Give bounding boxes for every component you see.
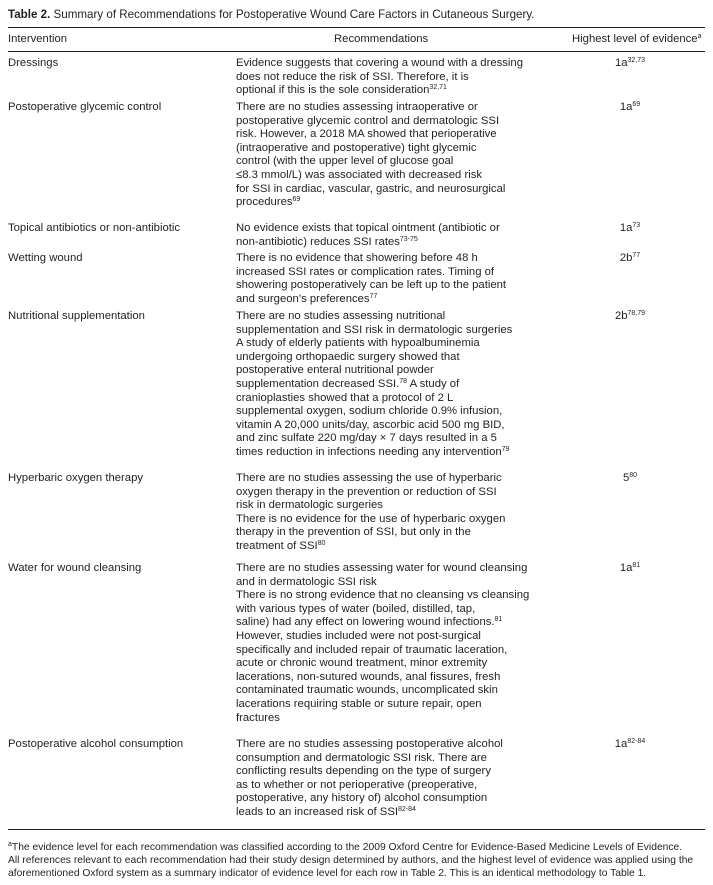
recommendation-text: There is no strong evidence that no cleansing vs cleansing [236, 589, 530, 602]
recommendation-line [236, 540, 541, 554]
recommendation-line [236, 486, 541, 500]
table-title: Summary of Recommendations for Postoperative Wound Care Factors in Cutaneous Surgery. [53, 8, 535, 21]
reference-superscript: 32,71 [429, 84, 447, 92]
recommendation-line [236, 432, 541, 446]
recommendation-cell [236, 101, 541, 210]
recommendation-text: fractures [236, 711, 280, 724]
recommendation-text: for SSI in cardiac, vascular, gastric, and neurosurgical [236, 182, 506, 195]
recommendation-text: risk in dermatologic surgeries [236, 499, 383, 512]
recommendation-cell [236, 562, 541, 725]
recommendation-line [236, 698, 541, 712]
footnote-text: All references relevant to each recommendation had their study design determined by authors, and the highest level of evidence was applied using the [8, 855, 694, 866]
recommendation-text: undergoing orthopaedic surgery showed that [236, 350, 460, 363]
footnote-line [8, 855, 693, 867]
recommendation-text: conflicting results depending on the type of surgery [236, 765, 491, 778]
evidence-level: 5 [622, 472, 630, 484]
recommendation-line [236, 671, 541, 685]
recommendation-line [236, 684, 541, 698]
recommendation-text: Evidence suggests that covering a wound with a dressing [236, 57, 523, 69]
recommendation-line [236, 472, 541, 486]
recommendation-line [236, 57, 541, 71]
recommendation-line [236, 115, 541, 129]
recommendation-text: leads to an increased risk of SSI [236, 805, 399, 818]
recommendation-line [236, 378, 541, 392]
table-label: Table 2. [8, 8, 51, 21]
evidence-level: 1a [614, 57, 628, 69]
evidence-level-cell [560, 738, 700, 752]
recommendation-text: treatment of SSI [236, 539, 318, 552]
recommendation-text: increased SSI rates or complication rates. Timing of [236, 265, 495, 278]
recommendation-text: specifically and included repair of traumatic laceration, [236, 643, 508, 656]
reference-superscript: 77 [632, 252, 641, 259]
recommendation-line [236, 576, 541, 590]
reference-superscript: 79 [501, 445, 510, 453]
recommendation-line [236, 405, 541, 419]
recommendation-text: supplementation decreased SSI. [236, 377, 400, 390]
recommendation-text: and surgeon’s preferences [236, 292, 370, 305]
reference-superscript: 80 [629, 472, 638, 479]
recommendation-text: There are no studies assessing postoperative alcohol [236, 738, 503, 750]
recommendation-text: and in dermatologic SSI risk [236, 575, 377, 588]
evidence-level-cell [560, 222, 700, 236]
recommendation-line [236, 392, 541, 406]
recommendation-cell [236, 310, 541, 460]
recommendation-text: There is no evidence for the use of hyperbaric oxygen [236, 512, 506, 525]
recommendation-line [236, 337, 541, 351]
recommendation-text: saline) had any effect on lowering wound infections. [236, 616, 495, 629]
recommendation-text: lacerations requiring stable or suture repair, open [236, 697, 482, 710]
intervention-cell: Postoperative alcohol consumption [8, 738, 184, 750]
recommendation-line [236, 252, 541, 266]
intervention-cell: Nutritional supplementation [8, 310, 145, 322]
recommendation-line [236, 752, 541, 766]
footnote-marker: a [8, 841, 12, 848]
recommendation-line [236, 513, 541, 527]
recommendation-line [236, 310, 541, 324]
recommendation-line [236, 101, 541, 115]
recommendation-text: procedures [236, 196, 293, 209]
reference-superscript: 73 [632, 222, 641, 229]
evidence-level: 2b [619, 252, 633, 264]
recommendation-line [236, 183, 541, 197]
recommendation-cell [236, 252, 541, 306]
recommendation-text: There is no evidence that showering before 48 h [236, 252, 478, 264]
reference-superscript: 78 [399, 377, 408, 385]
header-recommendations: Recommendations [334, 33, 429, 45]
reference-superscript: 81 [632, 562, 641, 569]
recommendation-text: postoperative glycemic control and dermatologic SSI [236, 114, 500, 127]
recommendation-text: risk. However, a 2018 MA showed that perioperative [236, 128, 497, 141]
intervention-cell: Wetting wound [8, 252, 83, 264]
evidence-level: 1a [614, 738, 628, 750]
evidence-level-cell [560, 252, 700, 266]
recommendation-line [236, 765, 541, 779]
recommendation-line [236, 657, 541, 671]
recommendation-line [236, 84, 541, 98]
recommendation-text: showering postoperatively can be left up to the patient [236, 279, 507, 292]
recommendation-text: non-antibiotic) reduces SSI rates [236, 235, 400, 248]
recommendation-line [236, 71, 541, 85]
recommendation-line [236, 222, 541, 236]
recommendation-line [236, 644, 541, 658]
reference-superscript: 82-84 [398, 805, 416, 813]
intervention-cell: Water for wound cleansing [8, 562, 142, 574]
recommendation-text: ≤8.3 mmol/L) was associated with decreased risk [236, 168, 483, 181]
recommendation-line [236, 236, 541, 250]
reference-superscript: 73-75 [399, 235, 418, 243]
recommendation-line [236, 142, 541, 156]
recommendation-line [236, 499, 541, 513]
recommendation-line [236, 616, 541, 630]
intervention-cell: Postoperative glycemic control [8, 101, 162, 113]
recommendation-line [236, 169, 541, 183]
recommendation-line [236, 603, 541, 617]
footnote-text: The evidence level for each recommendation was classified according to the 2009 Oxford Centre for Evidence-Based Medicine Levels of Evidence. [11, 842, 683, 853]
recommendation-line [236, 324, 541, 338]
recommendation-line [236, 351, 541, 365]
recommendation-text: A study of elderly patients with hypoalbuminemia [236, 337, 480, 350]
evidence-level: 1a [619, 222, 633, 234]
header-level-footnote-marker: a [697, 33, 702, 40]
evidence-level-cell [560, 472, 700, 486]
recommendation-text: does not reduce the risk of SSI. Therefore, it is [236, 70, 469, 83]
recommendation-text: No evidence exists that topical ointment (antibiotic or [236, 222, 500, 234]
recommendation-text: A study of [407, 377, 460, 390]
recommendation-text: control (with the upper level of glucose goal [236, 155, 454, 168]
evidence-level-cell [560, 310, 700, 324]
recommendation-line [236, 279, 541, 293]
header-intervention: Intervention [8, 33, 68, 45]
evidence-level: 1a [619, 562, 633, 574]
reference-superscript: 69 [632, 101, 641, 108]
recommendation-line [236, 562, 541, 576]
recommendation-text: therapy in the prevention of SSI, but only in the [236, 526, 471, 539]
intervention-cell: Hyperbaric oxygen therapy [8, 472, 144, 484]
recommendation-text: There are no studies assessing intraoperative or [236, 101, 478, 113]
reference-superscript: 69 [292, 196, 301, 204]
recommendation-text: (intraoperative and postoperative) tight glycemic [236, 141, 477, 154]
evidence-level-cell [560, 101, 700, 115]
recommendation-text: postoperative enteral nutritional powder [236, 364, 434, 377]
reference-superscript: 82-84 [627, 738, 646, 745]
recommendation-text: and zinc sulfate 220 mg/day × 7 days resulted in a 5 [236, 432, 497, 445]
recommendation-text: There are no studies assessing nutritional [236, 310, 446, 322]
recommendation-line [236, 196, 541, 210]
recommendation-text: optional if this is the sole consideration [236, 84, 430, 97]
evidence-level: 2b [614, 310, 628, 322]
footnote-line [8, 868, 646, 880]
recommendation-text: with various types of water (boiled, distilled, tap, [236, 602, 476, 615]
recommendation-text: However, studies included were not post-surgical [236, 629, 481, 642]
recommendation-text: consumption and dermatologic SSI risk. There are [236, 751, 487, 764]
footnote-line [8, 842, 682, 854]
recommendation-cell [236, 222, 541, 249]
recommendation-line [236, 266, 541, 280]
intervention-cell: Topical antibiotics or non-antibiotic [8, 222, 181, 234]
recommendation-line [236, 589, 541, 603]
evidence-level: 1a [619, 101, 633, 113]
bottom-rule [8, 829, 705, 830]
recommendation-text: There are no studies assessing water for wound cleansing [236, 562, 528, 574]
recommendation-text: acute or chronic wound treatment, minor extremity [236, 657, 488, 670]
recommendation-line [236, 128, 541, 142]
reference-superscript: 81 [494, 616, 503, 624]
recommendation-line [236, 526, 541, 540]
table-caption [8, 8, 534, 22]
recommendation-text: postoperative, any history of) alcohol consumption [236, 792, 488, 805]
reference-superscript: 80 [317, 539, 326, 547]
recommendation-line [236, 779, 541, 793]
recommendation-line [236, 806, 541, 820]
evidence-level-cell [560, 57, 700, 71]
recommendation-text: There are no studies assessing the use of hyperbaric [236, 472, 502, 484]
recommendation-cell [236, 738, 541, 820]
recommendation-line [236, 792, 541, 806]
reference-superscript: 78,79 [627, 310, 646, 317]
intervention-cell: Dressings [8, 57, 59, 69]
recommendation-text: oxygen therapy in the prevention or reduction of SSI [236, 485, 497, 498]
recommendation-text: vitamin A 20,000 units/day, ascorbic acid 500 mg BID, [236, 418, 505, 431]
recommendation-text: cranioplasties showed that a protocol of 2 L [236, 391, 454, 404]
recommendation-cell [236, 472, 541, 554]
reference-superscript: 77 [369, 292, 378, 300]
header-level [572, 32, 702, 46]
recommendation-text: as to whether or not perioperative (preoperative, [236, 778, 478, 791]
recommendation-line [236, 155, 541, 169]
recommendation-cell [236, 57, 541, 98]
evidence-level-cell [560, 562, 700, 576]
recommendation-text: supplemental oxygen, sodium chloride 0.9% infusion, [236, 405, 503, 418]
recommendation-text: lacerations, non-sutured wounds, anal fissures, fresh [236, 670, 501, 683]
recommendation-line [236, 712, 541, 726]
recommendation-line [236, 419, 541, 433]
header-level-text: Highest level of evidence [572, 33, 698, 45]
recommendation-text: supplementation and SSI risk in dermatologic surgeries [236, 323, 513, 336]
recommendation-line [236, 293, 541, 307]
footnote-text: aforementioned Oxford system as a summary indicator of evidence level for each row in Table 2. This is an identical methodology to Table 1. [8, 868, 647, 879]
reference-superscript: 32,73 [627, 57, 646, 64]
recommendation-line [236, 364, 541, 378]
recommendation-text: times reduction in infections needing any intervention [236, 445, 502, 458]
header-rule [8, 51, 705, 52]
top-rule [8, 27, 705, 28]
recommendation-line [236, 630, 541, 644]
recommendation-line [236, 738, 541, 752]
recommendation-text: contaminated traumatic wounds, uncomplicated skin [236, 684, 498, 697]
recommendation-line [236, 446, 541, 460]
